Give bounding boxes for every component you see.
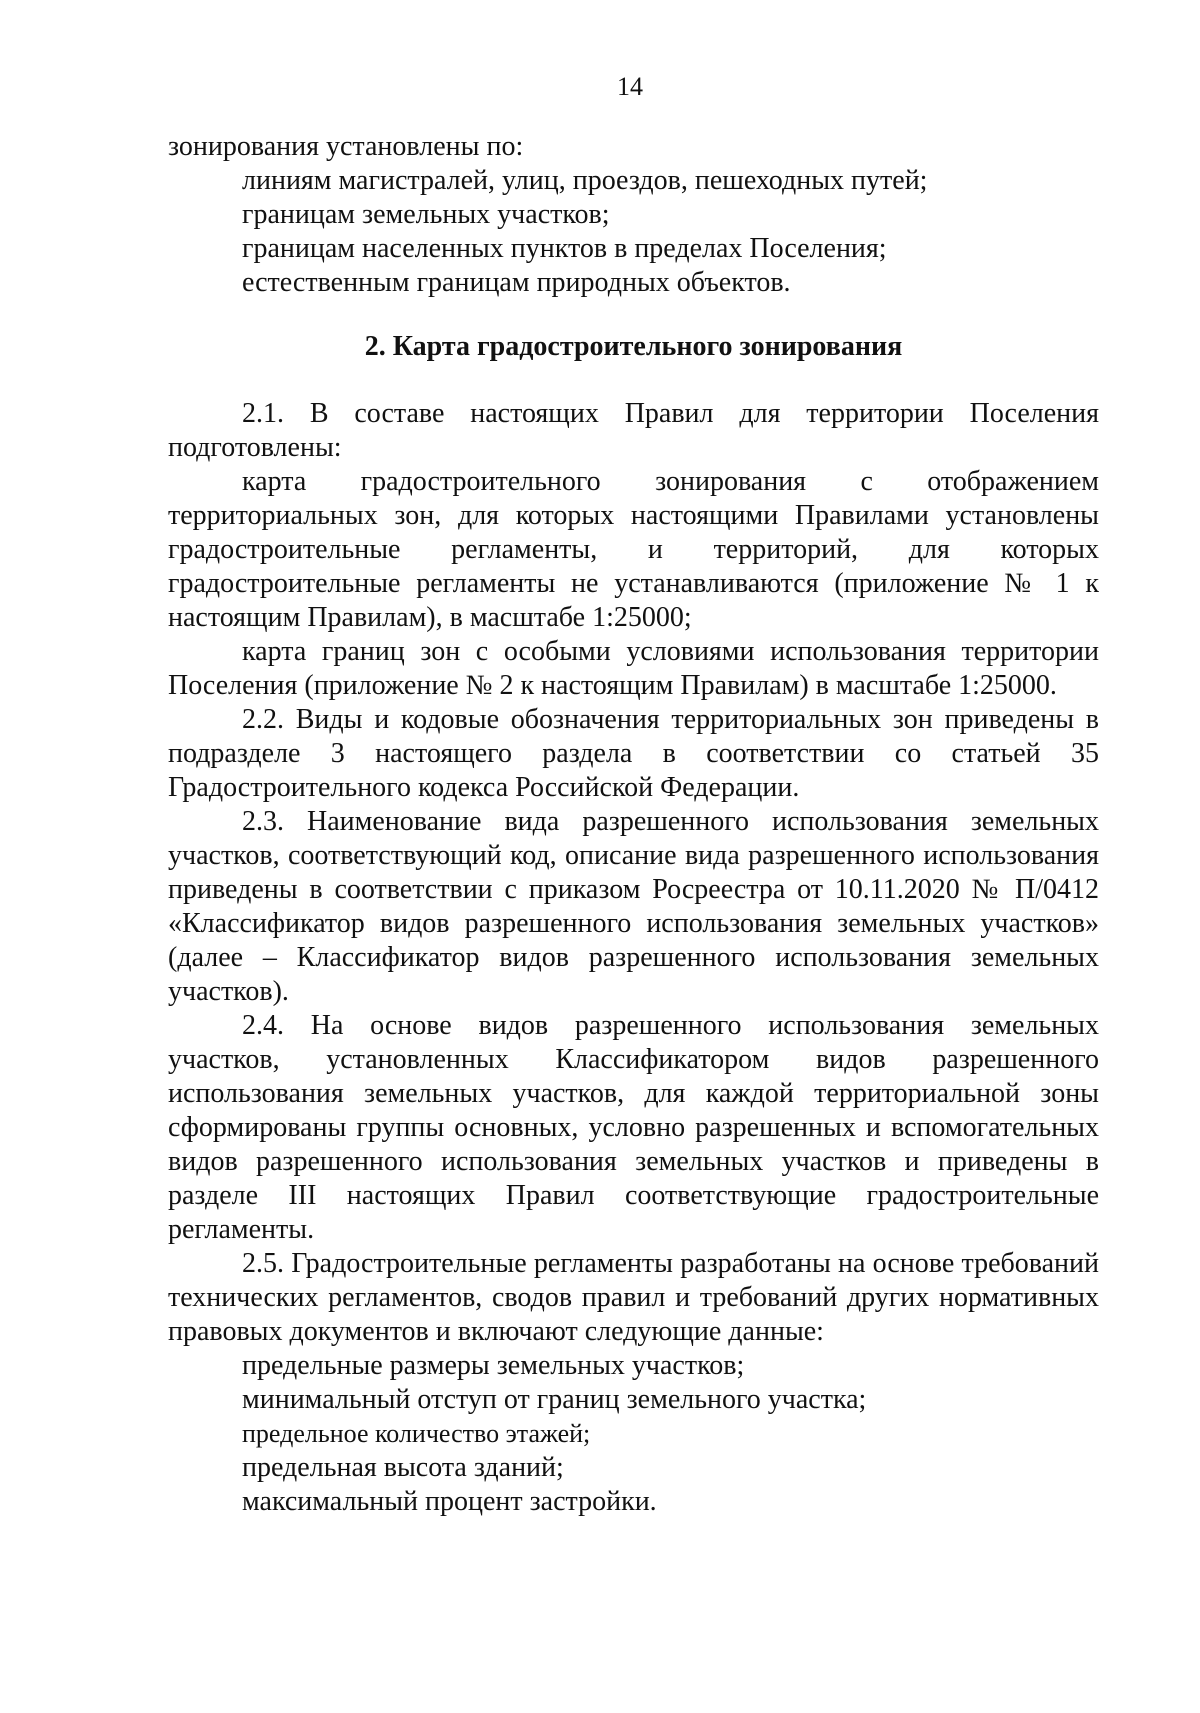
intro-lead: зонирования установлены по: [168, 131, 524, 162]
list-item: предельное количество этажей; [242, 1419, 591, 1448]
page-body [168, 130, 1099, 1519]
paragraph-2-1: 2.1. В составе настоящих Правил для территории Поселения подготовлены: [168, 398, 1099, 463]
page-number: 14 [617, 72, 643, 101]
paragraph-2-4: 2.4. На основе видов разрешенного использования земельных участков, установленных Классификатором видов разрешенного использования земельных участков, для каждой территориальной зоны сформированы группы основных, условно разрешенных и вспомогательных видов разрешенного использования земельных участков и приведены в разделе III настоящих Правил соответствующие градостроительные регламенты. [168, 1010, 1099, 1245]
paragraph-2-3: 2.3. Наименование вида разрешенного использования земельных участков, соответствующий код, описание вида разрешенного использования приведены в соответствии с приказом Росреестра от 10.11.2020 № П/0412 «Классификатор видов разрешенного использования земельных участков» (далее – Классификатор видов разрешенного использования земельных участков). [168, 806, 1099, 1007]
list-item: максимальный процент застройки. [242, 1486, 657, 1517]
section-heading: 2. Карта градостроительного зонирования [364, 331, 903, 362]
list-item: предельная высота зданий; [242, 1452, 564, 1483]
intro-item: границам земельных участков; [242, 199, 610, 230]
intro-item: линиям магистралей, улиц, проездов, пешеходных путей; [242, 165, 928, 196]
intro-item: границам населенных пунктов в пределах Поселения; [242, 233, 887, 264]
paragraph-2-5: 2.5. Градостроительные регламенты разработаны на основе требований технических регламентов, сводов правил и требований других нормативных правовых документов и включают следующие данные: [168, 1248, 1099, 1347]
paragraph-2-1-map-zoning: карта градостроительного зонирования с отображением территориальных зон, для которых настоящими Правилами установлены градостроительные регламенты, и территорий, для которых градостроительные регламенты не устанавливаются (приложение № 1 к настоящим Правилам), в масштабе 1:25000; [168, 466, 1099, 633]
list-item: минимальный отступ от границ земельного участка; [242, 1384, 867, 1415]
list-item: предельные размеры земельных участков; [242, 1350, 745, 1381]
paragraph-2-1-map-zones: карта границ зон с особыми условиями использования территории Поселения (приложение № 2 к настоящим Правилам) в масштабе 1:25000. [168, 636, 1099, 701]
intro-item: естественным границам природных объектов. [242, 267, 791, 298]
paragraph-2-2: 2.2. Виды и кодовые обозначения территориальных зон приведены в подразделе 3 настоящего раздела в соответствии со статьей 35 Градостроительного кодекса Российской Федерации. [168, 704, 1099, 803]
